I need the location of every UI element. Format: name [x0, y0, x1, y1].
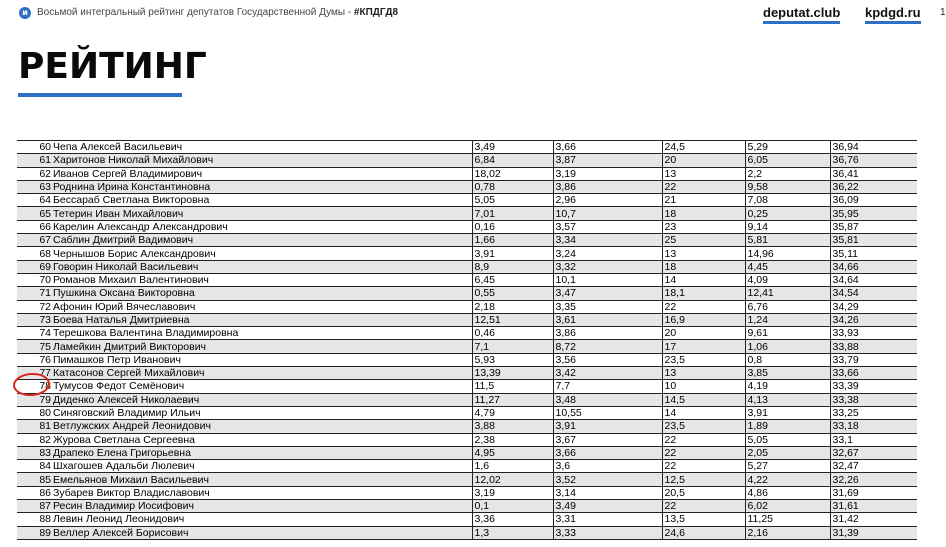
- rank-cell: 60: [17, 141, 51, 154]
- rank-cell: 65: [17, 207, 51, 220]
- total-cell: 33,66: [830, 367, 917, 380]
- value-cell-3: 22: [662, 433, 745, 446]
- total-cell: 35,87: [830, 220, 917, 233]
- total-cell: 35,11: [830, 247, 917, 260]
- value-cell-3: 14: [662, 273, 745, 286]
- name-cell: Катасонов Сергей Михайлович: [51, 367, 472, 380]
- rank-cell: 74: [17, 327, 51, 340]
- value-cell-3: 20: [662, 327, 745, 340]
- total-cell: 31,39: [830, 526, 917, 539]
- name-cell: Пушкина Оксана Викторовна: [51, 287, 472, 300]
- rank-cell: 82: [17, 433, 51, 446]
- value-cell-3: 20: [662, 154, 745, 167]
- rank-cell: 79: [17, 393, 51, 406]
- value-cell-4: 2,16: [745, 526, 830, 539]
- table-row: [17, 526, 917, 539]
- table-row: [17, 486, 917, 499]
- value-cell-3: 12,5: [662, 473, 745, 486]
- value-cell-4: 14,96: [745, 247, 830, 260]
- total-cell: 33,18: [830, 420, 917, 433]
- table-row: [17, 234, 917, 247]
- value-cell-2: 3,67: [553, 433, 662, 446]
- total-cell: 33,79: [830, 353, 917, 366]
- value-cell-2: 3,14: [553, 486, 662, 499]
- value-cell-4: 11,25: [745, 513, 830, 526]
- value-cell-3: 18,1: [662, 287, 745, 300]
- value-cell-1: 3,19: [472, 486, 553, 499]
- value-cell-2: 3,91: [553, 420, 662, 433]
- value-cell-4: 9,58: [745, 180, 830, 193]
- name-cell: Веллер Алексей Борисович: [51, 526, 472, 539]
- table-row: [17, 340, 917, 353]
- name-cell: Емельянов Михаил Васильевич: [51, 473, 472, 486]
- total-cell: 35,95: [830, 207, 917, 220]
- table-row: [17, 247, 917, 260]
- value-cell-2: 3,86: [553, 180, 662, 193]
- rank-cell: 75: [17, 340, 51, 353]
- name-cell: Левин Леонид Леонидович: [51, 513, 472, 526]
- name-cell: Карелин Александр Александрович: [51, 220, 472, 233]
- value-cell-2: 8,72: [553, 340, 662, 353]
- value-cell-2: 3,19: [553, 167, 662, 180]
- value-cell-4: 4,19: [745, 380, 830, 393]
- rank-cell: 78: [17, 380, 51, 393]
- value-cell-3: 16,9: [662, 313, 745, 326]
- table-row: [17, 367, 917, 380]
- value-cell-3: 24,6: [662, 526, 745, 539]
- value-cell-4: 1,89: [745, 420, 830, 433]
- rank-cell: 77: [17, 367, 51, 380]
- rank-cell: 85: [17, 473, 51, 486]
- page-subtitle: [37, 7, 398, 19]
- table-row: [17, 473, 917, 486]
- total-cell: 33,88: [830, 340, 917, 353]
- total-cell: 31,61: [830, 500, 917, 513]
- value-cell-2: 3,33: [553, 526, 662, 539]
- table-row: [17, 393, 917, 406]
- rank-cell: 66: [17, 220, 51, 233]
- value-cell-2: 3,6: [553, 460, 662, 473]
- value-cell-3: 13: [662, 167, 745, 180]
- value-cell-3: 13,5: [662, 513, 745, 526]
- value-cell-4: 4,86: [745, 486, 830, 499]
- value-cell-1: 12,51: [472, 313, 553, 326]
- value-cell-1: 7,01: [472, 207, 553, 220]
- table-row: [17, 167, 917, 180]
- value-cell-2: 3,56: [553, 353, 662, 366]
- top-bar: [0, 0, 945, 28]
- total-cell: 36,09: [830, 194, 917, 207]
- value-cell-3: 17: [662, 340, 745, 353]
- table-row: [17, 273, 917, 286]
- value-cell-4: 5,05: [745, 433, 830, 446]
- name-cell: Чернышов Борис Александрович: [51, 247, 472, 260]
- table-row: [17, 406, 917, 419]
- value-cell-2: 3,52: [553, 473, 662, 486]
- rating-table: [17, 140, 917, 540]
- value-cell-1: 1,3: [472, 526, 553, 539]
- value-cell-1: 0,46: [472, 327, 553, 340]
- rank-cell: 69: [17, 260, 51, 273]
- name-cell: Драпеко Елена Григорьевна: [51, 446, 472, 459]
- value-cell-1: 0,78: [472, 180, 553, 193]
- rank-cell: 63: [17, 180, 51, 193]
- value-cell-3: 24,5: [662, 141, 745, 154]
- value-cell-4: 9,61: [745, 327, 830, 340]
- table-row: [17, 513, 917, 526]
- value-cell-2: 3,34: [553, 234, 662, 247]
- value-cell-3: 22: [662, 446, 745, 459]
- total-cell: 33,38: [830, 393, 917, 406]
- value-cell-1: 13,39: [472, 367, 553, 380]
- table-row: [17, 194, 917, 207]
- value-cell-1: 8,9: [472, 260, 553, 273]
- title-underline: [18, 93, 182, 97]
- table-row: [17, 380, 917, 393]
- table-row: [17, 446, 917, 459]
- rank-cell: 76: [17, 353, 51, 366]
- name-cell: Романов Михаил Валентинович: [51, 273, 472, 286]
- value-cell-2: 3,48: [553, 393, 662, 406]
- table-row: [17, 327, 917, 340]
- value-cell-3: 14: [662, 406, 745, 419]
- value-cell-4: 6,02: [745, 500, 830, 513]
- value-cell-2: 10,1: [553, 273, 662, 286]
- value-cell-4: 6,05: [745, 154, 830, 167]
- rank-cell: 87: [17, 500, 51, 513]
- value-cell-1: 12,02: [472, 473, 553, 486]
- value-cell-1: 3,49: [472, 141, 553, 154]
- table-row: [17, 260, 917, 273]
- value-cell-4: 0,25: [745, 207, 830, 220]
- name-cell: Зубарев Виктор Владиславович: [51, 486, 472, 499]
- name-cell: Пимашков Петр Иванович: [51, 353, 472, 366]
- table-row: [17, 313, 917, 326]
- rating-table-body: [17, 141, 917, 540]
- value-cell-3: 22: [662, 180, 745, 193]
- value-cell-1: 4,95: [472, 446, 553, 459]
- total-cell: 32,67: [830, 446, 917, 459]
- value-cell-3: 20,5: [662, 486, 745, 499]
- name-cell: Роднина Ирина Константиновна: [51, 180, 472, 193]
- total-cell: 31,69: [830, 486, 917, 499]
- value-cell-1: 0,1: [472, 500, 553, 513]
- name-cell: Тетерин Иван Михайлович: [51, 207, 472, 220]
- value-cell-2: 3,66: [553, 446, 662, 459]
- value-cell-2: 7,7: [553, 380, 662, 393]
- value-cell-1: 5,05: [472, 194, 553, 207]
- name-cell: Афонин Юрий Вячеславович: [51, 300, 472, 313]
- rank-cell: 73: [17, 313, 51, 326]
- rank-cell: 61: [17, 154, 51, 167]
- name-cell: Ресин Владимир Иосифович: [51, 500, 472, 513]
- value-cell-2: 3,86: [553, 327, 662, 340]
- value-cell-1: 11,5: [472, 380, 553, 393]
- name-cell: Синяговский Владимир Ильич: [51, 406, 472, 419]
- value-cell-1: 2,38: [472, 433, 553, 446]
- rank-cell: 64: [17, 194, 51, 207]
- value-cell-4: 1,24: [745, 313, 830, 326]
- name-cell: Журова Светлана Сергеевна: [51, 433, 472, 446]
- value-cell-4: 4,45: [745, 260, 830, 273]
- total-cell: 32,26: [830, 473, 917, 486]
- table-row: [17, 300, 917, 313]
- value-cell-4: 6,76: [745, 300, 830, 313]
- value-cell-4: 2,2: [745, 167, 830, 180]
- value-cell-4: 0,8: [745, 353, 830, 366]
- table-row: [17, 420, 917, 433]
- value-cell-1: 1,66: [472, 234, 553, 247]
- table-row: [17, 141, 917, 154]
- value-cell-4: 7,08: [745, 194, 830, 207]
- value-cell-3: 13: [662, 247, 745, 260]
- value-cell-4: 2,05: [745, 446, 830, 459]
- value-cell-3: 18: [662, 207, 745, 220]
- value-cell-1: 18,02: [472, 167, 553, 180]
- value-cell-1: 1,6: [472, 460, 553, 473]
- hashtag: #КПДГД8: [353, 7, 399, 18]
- value-cell-1: 6,84: [472, 154, 553, 167]
- logo-icon: и: [19, 7, 31, 19]
- name-cell: Ветлужских Андрей Леонидович: [51, 420, 472, 433]
- rank-cell: 71: [17, 287, 51, 300]
- value-cell-3: 13: [662, 367, 745, 380]
- rank-cell: 86: [17, 486, 51, 499]
- total-cell: 34,26: [830, 313, 917, 326]
- value-cell-1: 3,91: [472, 247, 553, 260]
- value-cell-4: 3,85: [745, 367, 830, 380]
- name-cell: Харитонов Николай Михайлович: [51, 154, 472, 167]
- rank-cell: 83: [17, 446, 51, 459]
- value-cell-3: 22: [662, 500, 745, 513]
- table-row: [17, 154, 917, 167]
- value-cell-3: 23: [662, 220, 745, 233]
- value-cell-3: 23,5: [662, 420, 745, 433]
- value-cell-1: 0,55: [472, 287, 553, 300]
- value-cell-2: 3,61: [553, 313, 662, 326]
- total-cell: 34,66: [830, 260, 917, 273]
- value-cell-1: 7,1: [472, 340, 553, 353]
- value-cell-1: 6,45: [472, 273, 553, 286]
- total-cell: 36,41: [830, 167, 917, 180]
- name-cell: Саблин Дмитрий Вадимович: [51, 234, 472, 247]
- value-cell-1: 0,16: [472, 220, 553, 233]
- total-cell: 32,47: [830, 460, 917, 473]
- total-cell: 34,54: [830, 287, 917, 300]
- value-cell-1: 2,18: [472, 300, 553, 313]
- value-cell-1: 5,93: [472, 353, 553, 366]
- rank-cell: 70: [17, 273, 51, 286]
- total-cell: 36,76: [830, 154, 917, 167]
- value-cell-2: 3,49: [553, 500, 662, 513]
- value-cell-4: 12,41: [745, 287, 830, 300]
- total-cell: 36,22: [830, 180, 917, 193]
- rank-cell: 68: [17, 247, 51, 260]
- rank-cell: 88: [17, 513, 51, 526]
- rank-cell: 84: [17, 460, 51, 473]
- name-cell: Боева Наталья Дмитриевна: [51, 313, 472, 326]
- name-cell: Иванов Сергей Владимирович: [51, 167, 472, 180]
- total-cell: 35,81: [830, 234, 917, 247]
- rank-cell: 80: [17, 406, 51, 419]
- name-cell: Терешкова Валентина Владимировна: [51, 327, 472, 340]
- table-row: [17, 207, 917, 220]
- value-cell-2: 3,35: [553, 300, 662, 313]
- value-cell-1: 3,36: [472, 513, 553, 526]
- value-cell-4: 1,06: [745, 340, 830, 353]
- value-cell-3: 21: [662, 194, 745, 207]
- rank-cell: 89: [17, 526, 51, 539]
- value-cell-4: 3,91: [745, 406, 830, 419]
- subtitle-text: Восьмой интегральный рейтинг депутатов Государственной Думы -: [37, 7, 354, 18]
- table-row: [17, 460, 917, 473]
- value-cell-2: 3,42: [553, 367, 662, 380]
- name-cell: Шхагошев Адальби Люлевич: [51, 460, 472, 473]
- table-row: [17, 180, 917, 193]
- total-cell: 34,64: [830, 273, 917, 286]
- total-cell: 31,42: [830, 513, 917, 526]
- total-cell: 34,29: [830, 300, 917, 313]
- value-cell-4: 4,09: [745, 273, 830, 286]
- total-cell: 33,39: [830, 380, 917, 393]
- value-cell-2: 10,55: [553, 406, 662, 419]
- value-cell-2: 3,24: [553, 247, 662, 260]
- value-cell-4: 9,14: [745, 220, 830, 233]
- value-cell-4: 5,29: [745, 141, 830, 154]
- value-cell-2: 3,31: [553, 513, 662, 526]
- value-cell-3: 18: [662, 260, 745, 273]
- value-cell-3: 14,5: [662, 393, 745, 406]
- value-cell-2: 3,47: [553, 287, 662, 300]
- name-cell: Чепа Алексей Васильевич: [51, 141, 472, 154]
- page-number-fragment: 1: [940, 7, 946, 18]
- value-cell-4: 5,27: [745, 460, 830, 473]
- name-cell: Тумусов Федот Семёнович: [51, 380, 472, 393]
- name-cell: Диденко Алексей Николаевич: [51, 393, 472, 406]
- total-cell: 33,93: [830, 327, 917, 340]
- value-cell-4: 5,81: [745, 234, 830, 247]
- value-cell-3: 23,5: [662, 353, 745, 366]
- value-cell-3: 10: [662, 380, 745, 393]
- table-row: [17, 287, 917, 300]
- value-cell-4: 4,13: [745, 393, 830, 406]
- value-cell-1: 11,27: [472, 393, 553, 406]
- value-cell-2: 3,32: [553, 260, 662, 273]
- value-cell-3: 22: [662, 460, 745, 473]
- table-row: [17, 433, 917, 446]
- value-cell-3: 25: [662, 234, 745, 247]
- value-cell-2: 3,87: [553, 154, 662, 167]
- table-row: [17, 220, 917, 233]
- total-cell: 33,25: [830, 406, 917, 419]
- site-link-kpdgd[interactable]: kpdgd.ru: [865, 5, 921, 24]
- page-title: РЕЙТИНГ: [18, 46, 207, 87]
- total-cell: 36,94: [830, 141, 917, 154]
- rank-cell: 62: [17, 167, 51, 180]
- table-row: [17, 353, 917, 366]
- rank-cell: 81: [17, 420, 51, 433]
- name-cell: Ламейкин Дмитрий Викторович: [51, 340, 472, 353]
- value-cell-2: 3,66: [553, 141, 662, 154]
- value-cell-4: 4,22: [745, 473, 830, 486]
- value-cell-2: 3,57: [553, 220, 662, 233]
- value-cell-1: 4,79: [472, 406, 553, 419]
- name-cell: Бессараб Светлана Викторовна: [51, 194, 472, 207]
- table-row: [17, 500, 917, 513]
- value-cell-3: 22: [662, 300, 745, 313]
- value-cell-2: 2,96: [553, 194, 662, 207]
- site-link-deputat-club[interactable]: deputat.club: [763, 5, 840, 24]
- name-cell: Говорин Николай Васильевич: [51, 260, 472, 273]
- value-cell-2: 10,7: [553, 207, 662, 220]
- rank-cell: 67: [17, 234, 51, 247]
- total-cell: 33,1: [830, 433, 917, 446]
- rank-cell: 72: [17, 300, 51, 313]
- value-cell-1: 3,88: [472, 420, 553, 433]
